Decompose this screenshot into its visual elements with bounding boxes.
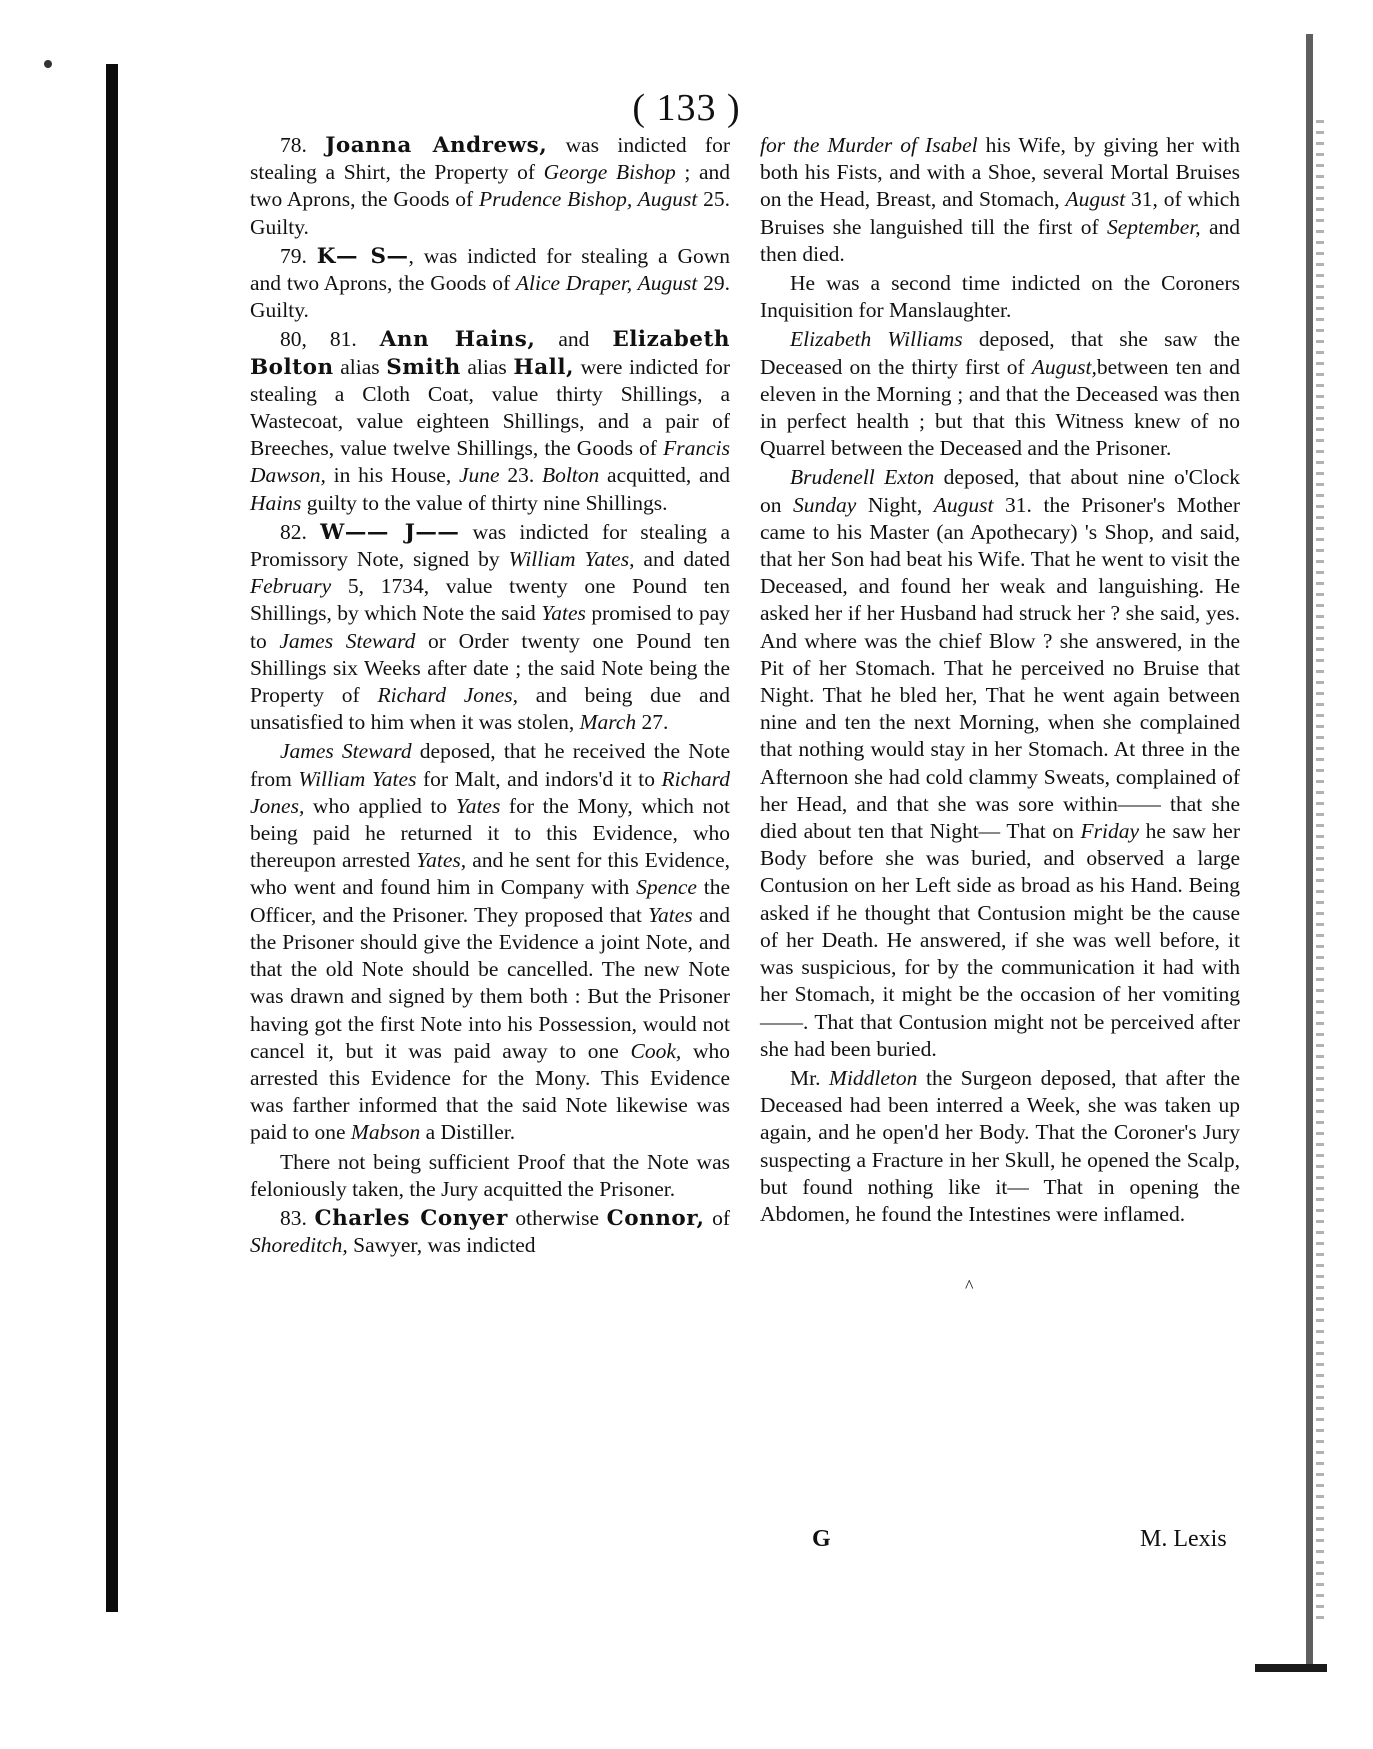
text-run: a Distiller. <box>420 1120 516 1145</box>
paragraph <box>250 1149 730 1203</box>
text-run: 31, of which Bruises she languished till the first of <box>760 187 1241 239</box>
text-run: He was a second time indicted on the Coroners Inquisition for Manslaughter. <box>760 271 1240 323</box>
text-run: There not being sufficient Proof that the Note was feloniously taken, the Jury acquitted the Prisoner. <box>250 1149 730 1201</box>
italic-text: Richard Jones, <box>250 766 730 818</box>
text-run: his Wife, by giving her with both his Fists, and with a Shoe, several Mortal Bruises on the Head, Breast, and Stomach, <box>760 133 1241 212</box>
text-run: for the Mony, which not being paid he returned it to this Evidence, who thereupon arrested <box>250 793 730 873</box>
text-run: guilty to the value of thirty nine Shillings. <box>301 490 668 515</box>
italic-text: Prudence Bishop, August <box>478 187 698 212</box>
italic-text: February <box>250 574 332 599</box>
italic-text: Yates, <box>416 848 467 873</box>
text-run: Sawyer, was indicted <box>347 1233 536 1258</box>
paragraph <box>250 132 730 241</box>
text-run: promised to pay to <box>250 601 730 653</box>
text-run: 29. Guilty. <box>250 271 731 323</box>
text-run: and dated <box>634 547 730 572</box>
text-run: 79. <box>280 243 317 268</box>
italic-text: Shoreditch, <box>250 1233 348 1258</box>
name-blackletter: Ann Hains, <box>379 327 536 353</box>
italic-text: Bolton <box>541 463 600 488</box>
text-run: , was indicted for stealing a Gown and two Aprons, the Goods of <box>250 243 731 296</box>
italic-text: March <box>579 710 637 735</box>
italic-text: June <box>458 463 500 488</box>
text-run: 80, 81. <box>280 327 380 352</box>
right-column <box>760 132 1240 1228</box>
italic-text: William Yates <box>298 766 417 791</box>
text-run: 31. the Prisoner's Mother came to his Master (an Apothecary) 's Shop, and said, that her Son had beat his Wife. That he went to visit the Deceased, and found her weak and languishing. He asked her if her Husband had struck her ? she said, yes. And where was the chief Blow ? she answered, in the Pit of her Stomach. That he perceived no Bruise that Night. That he bled her, That he went again between nine and ten the next Morning, when she complained that nothing would stay in her Stomach. At three in the Afternoon she had cold clammy Sweats, complained of her Head, and that she was sore within—— that she died about ten that Night— That on <box>760 492 1241 844</box>
text-run: was indicted for stealing a Promissory Note, signed by <box>250 519 730 572</box>
paragraph <box>250 326 730 516</box>
text-run: or Order twenty one Pound ten Shillings six Weeks after date ; the said Note being the Property of <box>250 628 730 708</box>
paragraph <box>760 464 1240 1062</box>
name-blackletter: Smith <box>386 354 461 380</box>
text-run: were indicted for stealing a Cloth Coat, value thirty Shillings, a Wastecoat, value eighteen Shillings, and a pair of Breeches, value twelve Shillings, the Goods of <box>250 354 730 461</box>
name-blackletter: Connor, <box>606 1205 705 1231</box>
name-blackletter: Hall, <box>513 354 574 380</box>
text-run: 78. <box>280 133 326 157</box>
italic-text: Richard Jones, <box>377 683 519 708</box>
catchword: M. Lexis <box>1140 1526 1227 1552</box>
italic-text: James Steward <box>279 628 416 653</box>
text-run: the Officer, and the Prisoner. They proposed that <box>250 875 730 927</box>
text-run: for Malt, and indors'd it to <box>416 766 662 791</box>
paragraph <box>250 1205 730 1259</box>
italic-text: Friday <box>1080 819 1140 844</box>
name-blackletter: Joanna Andrews, <box>325 133 548 158</box>
italic-text: Sunday <box>793 492 857 517</box>
italic-text: August, <box>1031 354 1097 379</box>
text-run: 5, 1734, value twenty one Pound ten Shillings, by which Note the said <box>250 574 730 626</box>
italic-text: for the Murder of <box>760 133 926 157</box>
paragraph <box>760 132 1240 268</box>
italic-text: Yates <box>455 793 501 818</box>
italic-text: September, <box>1106 214 1201 239</box>
text-run: ; and two Aprons, the Goods of <box>250 160 730 212</box>
italic-text: Brudenell Exton <box>790 465 935 490</box>
italic-text: Francis Dawson, <box>250 436 730 488</box>
text-run: in his House, <box>325 463 459 488</box>
text-run: 83. <box>280 1205 315 1230</box>
italic-text: Isabel <box>925 133 978 157</box>
paragraph <box>760 326 1240 462</box>
name-blackletter: W—— J—— <box>320 519 460 545</box>
text-run: and being due and unsatisfied to him when it was stolen, <box>250 683 730 735</box>
page-edge-foot <box>1255 1664 1327 1672</box>
italic-text: August <box>1065 187 1126 212</box>
text-run: and then died. <box>760 214 1241 266</box>
italic-text: Yates <box>541 601 586 626</box>
italic-text: Mabson <box>350 1120 421 1145</box>
paragraph <box>250 243 730 325</box>
italic-text: Cook, <box>630 1038 682 1063</box>
italic-text: Elizabeth Williams <box>790 327 963 352</box>
italic-text: William Yates, <box>508 547 635 572</box>
text-run: between ten and eleven in the Morning ; and that the Deceased was then in perfect health ; but that this Witness knew of no Quarrel between the Deceased and the Prisoner. <box>760 354 1241 461</box>
italic-text: Hains <box>250 490 302 515</box>
italic-text: August <box>933 492 994 517</box>
text-run: deposed, that he received the Note from <box>250 739 730 791</box>
text-run: of <box>704 1205 730 1230</box>
text-run: who arrested this Evidence for the Mony. This Evidence was farther informed that the said Note likewise was paid to one <box>250 1038 731 1145</box>
paragraph <box>250 519 730 737</box>
text-run: who applied to <box>304 793 456 818</box>
page-edge-bar <box>1306 34 1313 1668</box>
text-run: was indicted for stealing a Shirt, the Property of <box>250 133 731 185</box>
italic-text: George Bishop <box>543 160 676 185</box>
italic-text: Alice Draper, August <box>515 271 698 296</box>
text-run: deposed, that about nine o'Clock on <box>760 465 1240 517</box>
name-blackletter: Charles Conyer <box>314 1205 508 1231</box>
page-number: ( 133 ) <box>632 87 741 129</box>
signature-mark: G <box>812 1526 831 1552</box>
text-run: 23. <box>499 463 542 488</box>
text-run: and he sent for this Evidence, who went and found him in Company with <box>250 848 730 900</box>
binding-shadow <box>106 64 118 1612</box>
name-blackletter: K— S— <box>316 243 409 269</box>
text-run: Mr. <box>790 1065 830 1090</box>
text-run: he saw her Body before she was buried, and observed a large Contusion on her Left side as broad as his Hand. Being asked if he thought that Contusion might be the cause of her Death. He answered, if she was well before, it was suspicious, for by the communication it had with her Stomach, it might be the occasion of her vomiting——. That that Contusion might not be perceived after she had been buried. <box>760 819 1240 1061</box>
name-blackletter: Elizabeth Bolton <box>250 327 731 380</box>
text-run: otherwise <box>507 1205 607 1230</box>
insertion-caret: ^ <box>965 1276 974 1296</box>
text-run: the Surgeon deposed, that after the Deceased had been interred a Week, she was taken up again, and he open'd her Body. That the Coroner's Jury suspecting a Fracture in her Skull, he opened the Scalp, but found nothing like it— That in opening the Abdomen, he found the Intestines were inflamed. <box>760 1065 1241 1226</box>
text-run: Night, <box>856 492 934 517</box>
paragraph <box>250 738 730 1146</box>
text-run: alias <box>460 354 514 379</box>
text-run: and the Prisoner should give the Evidence a joint Note, and that the old Note should be cancelled. The new Note was drawn and signed by them both : But the Prisoner having got the first Note into his Possession, would not cancel it, but it was paid away to one <box>250 902 730 1063</box>
text-run: deposed, that she saw the Deceased on the thirty first of <box>760 327 1240 379</box>
paragraph <box>760 270 1240 324</box>
text-run: acquitted, and <box>599 463 731 488</box>
text-run: 25. Guilty. <box>250 187 730 239</box>
text-run: 27. <box>636 710 669 735</box>
paragraph <box>760 1065 1240 1228</box>
text-run: and <box>535 327 613 352</box>
print-speck <box>44 60 52 68</box>
italic-text: Spence <box>636 875 697 900</box>
italic-text: Yates <box>648 902 693 927</box>
italic-text: James Steward <box>280 739 412 764</box>
page-edge-noise <box>1316 120 1324 1620</box>
text-run: 82. <box>280 519 321 544</box>
text-run: alias <box>333 354 387 379</box>
left-column <box>250 132 730 1259</box>
italic-text: Middleton <box>829 1065 918 1090</box>
